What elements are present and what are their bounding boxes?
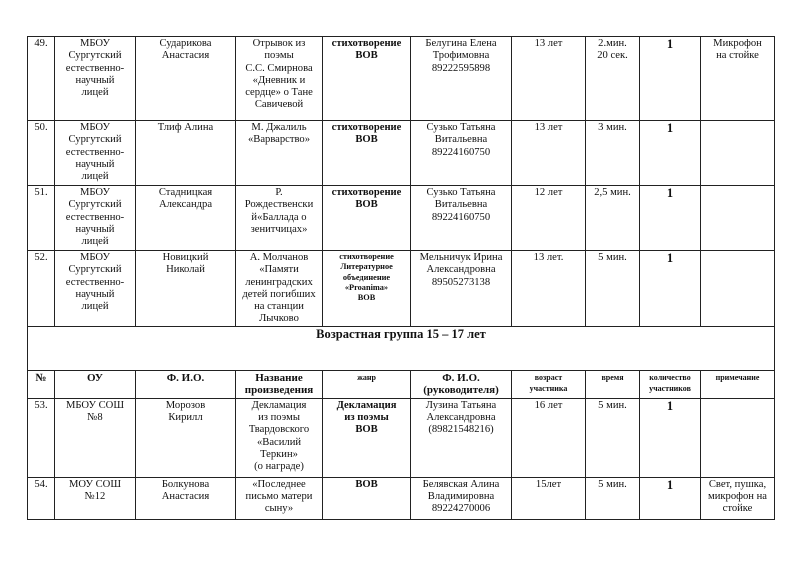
leader-cell: Сузько Татьяна Витальевна 89224160750 [411, 186, 512, 251]
age-cell: 13 лет [512, 121, 586, 186]
time-cell: 2,5 мин. [586, 186, 640, 251]
note-cell [701, 251, 775, 327]
participant-count-cell: 1 [640, 121, 701, 186]
participant-count-cell: 1 [640, 251, 701, 327]
genre-cell: Декламация из поэмы ВОВ [323, 398, 411, 477]
note-cell: Свет, пушка, микрофон на стойке [701, 477, 775, 519]
genre-cell: стихотворение ВОВ [323, 121, 411, 186]
participant-name-cell: Морозов Кирилл [136, 398, 236, 477]
participant-name-cell: Болкунова Анастасия [136, 477, 236, 519]
genre-cell: стихотворение Литературное объединение «Proanima» ВОВ [323, 251, 411, 327]
school-cell: МБОУ Сургутский естественно- научный лицей [55, 121, 136, 186]
table-row [28, 121, 775, 186]
participant-name-cell: Тлиф Алина [136, 121, 236, 186]
school-cell: МБОУ Сургутский естественно- научный лицей [55, 186, 136, 251]
participant-name-cell: Стадницкая Александра [136, 186, 236, 251]
note-cell: Микрофон на стойке [701, 37, 775, 121]
time-cell: 5 мин. [586, 477, 640, 519]
table-row [28, 186, 775, 251]
age-cell: 12 лет [512, 186, 586, 251]
column-header-row [28, 370, 775, 398]
table-row [28, 251, 775, 327]
age-cell: 15лет [512, 477, 586, 519]
col-header-name: Ф. И.О. [136, 370, 236, 398]
col-header-time: время [586, 370, 640, 398]
table-row [28, 477, 775, 519]
participant-name-cell: Новицкий Николай [136, 251, 236, 327]
time-cell: 5 мин. [586, 398, 640, 477]
note-cell [701, 121, 775, 186]
col-header-num: № [28, 370, 55, 398]
table-body-top [28, 37, 775, 327]
participant-name-cell: Сударикова Анастасия [136, 37, 236, 121]
col-header-genre: жанр [323, 370, 411, 398]
row-number: 52. [28, 251, 55, 327]
work-title-cell: «Последнее письмо матери сыну» [236, 477, 323, 519]
leader-cell: Белявская Алина Владимировна 89224270006 [411, 477, 512, 519]
row-number: 49. [28, 37, 55, 121]
table-body-bottom [28, 398, 775, 519]
note-cell [701, 398, 775, 477]
school-cell: МОУ СОШ №12 [55, 477, 136, 519]
participant-count-cell: 1 [640, 477, 701, 519]
age-cell: 13 лет [512, 37, 586, 121]
work-title-cell: М. Джалиль «Варварство» [236, 121, 323, 186]
age-cell: 16 лет [512, 398, 586, 477]
participants-table [27, 36, 775, 520]
work-title-cell: Отрывок из поэмы С.С. Смирнова «Дневник и сердце» о Тане Савичевой [236, 37, 323, 121]
section-header [28, 326, 775, 398]
leader-cell: Белугина Елена Трофимовна 89222595898 [411, 37, 512, 121]
col-header-leader: Ф. И.О. (руководителя) [411, 370, 512, 398]
genre-cell: стихотворение ВОВ [323, 37, 411, 121]
time-cell: 3 мин. [586, 121, 640, 186]
genre-cell: стихотворение ВОВ [323, 186, 411, 251]
participant-count-cell: 1 [640, 37, 701, 121]
row-number: 53. [28, 398, 55, 477]
school-cell: МБОУ Сургутский естественно- научный лицей [55, 37, 136, 121]
section-title: Возрастная группа 15 – 17 лет [28, 326, 775, 370]
leader-cell: Мельничук Ирина Александровна 89505273138 [411, 251, 512, 327]
row-number: 54. [28, 477, 55, 519]
col-header-work: Название произведения [236, 370, 323, 398]
table-row [28, 37, 775, 121]
genre-cell: ВОВ [323, 477, 411, 519]
work-title-cell: А. Молчанов «Памяти ленинградских детей погибших на станции Лычково [236, 251, 323, 327]
row-number: 50. [28, 121, 55, 186]
time-cell: 2.мин. 20 сек. [586, 37, 640, 121]
leader-cell: Лузина Татьяна Александровна (89821548216) [411, 398, 512, 477]
leader-cell: Сузько Татьяна Витальевна 89224160750 [411, 121, 512, 186]
col-header-age: возраст участника [512, 370, 586, 398]
note-cell [701, 186, 775, 251]
participant-count-cell: 1 [640, 186, 701, 251]
work-title-cell: Р. Рождественски й«Баллада о зенитчицах» [236, 186, 323, 251]
col-header-count: количество участников [640, 370, 701, 398]
age-cell: 13 лет. [512, 251, 586, 327]
row-number: 51. [28, 186, 55, 251]
school-cell: МБОУ Сургутский естественно- научный лицей [55, 251, 136, 327]
col-header-note: примечание [701, 370, 775, 398]
table-row [28, 398, 775, 477]
work-title-cell: Декламация из поэмы Твардовского «Василий Теркин» (о награде) [236, 398, 323, 477]
participant-count-cell: 1 [640, 398, 701, 477]
time-cell: 5 мин. [586, 251, 640, 327]
school-cell: МБОУ СОШ №8 [55, 398, 136, 477]
col-header-school: ОУ [55, 370, 136, 398]
